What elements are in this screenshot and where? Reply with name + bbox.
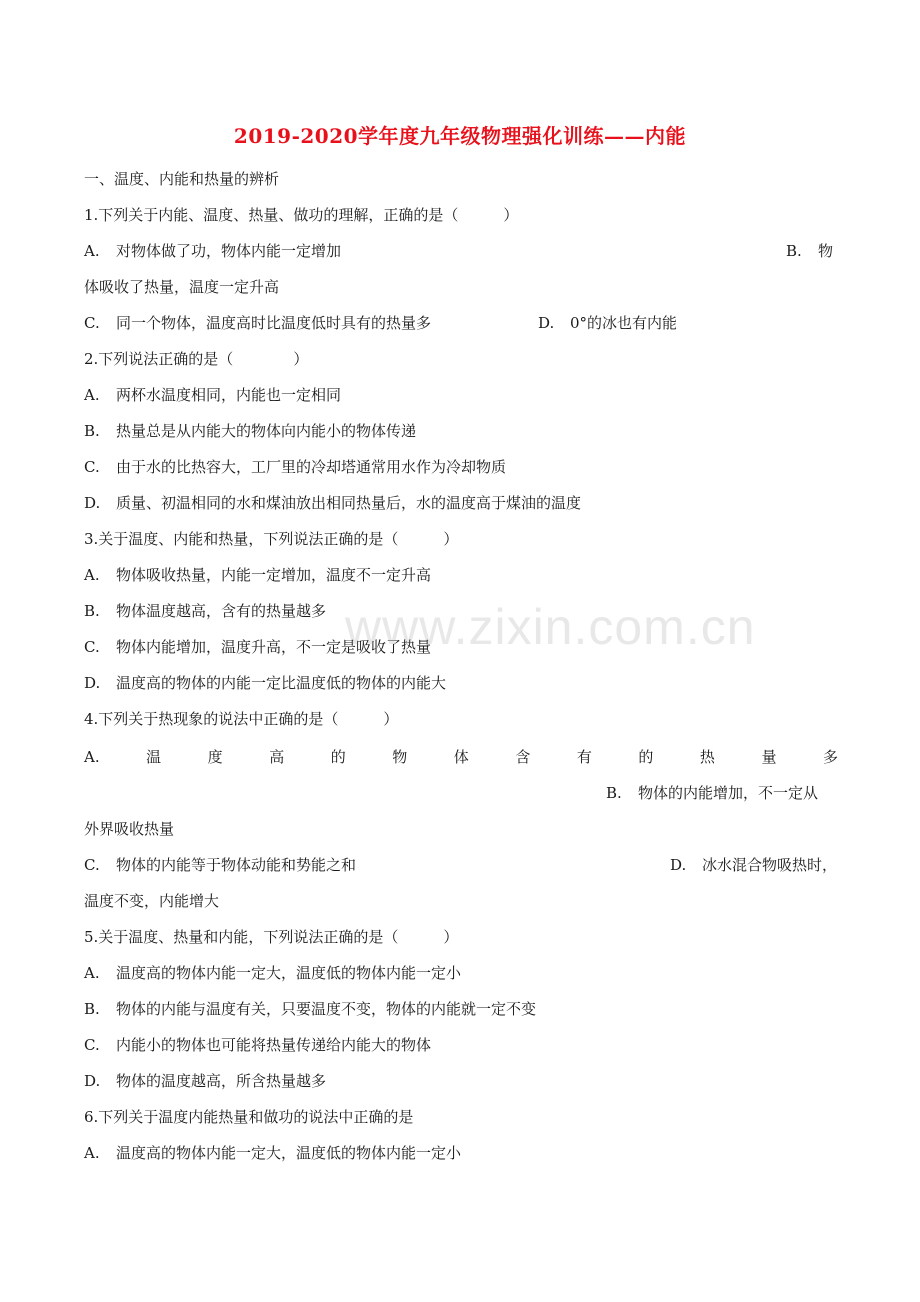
option-char: 有 (576, 748, 592, 766)
option-text: 热量总是从内能大的物体向内能小的物体传递 (116, 422, 417, 440)
question-2-option-a (84, 384, 341, 406)
question-5-option-a (84, 962, 461, 984)
option-text: 对物体做了功，物体内能一定增加 (116, 242, 342, 260)
option-label: D. (84, 674, 101, 692)
option-text: 内能小的物体也可能将热量传递给内能大的物体 (116, 1036, 432, 1054)
option-label: A. (84, 386, 100, 404)
option-text: 物体的内能等于物体动能和势能之和 (116, 856, 357, 874)
option-text: 冰水混合物吸热时， (702, 856, 838, 874)
option-text: 两杯水温度相同，内能也一定相同 (116, 386, 342, 404)
option-label: B. (606, 784, 622, 802)
option-text: 质量、初温相同的水和煤油放出相同热量后，水的温度高于煤油的温度 (116, 494, 582, 512)
section-heading: 一、温度、内能和热量的辨析 (84, 170, 280, 188)
question-1-option-d (538, 312, 677, 334)
option-text: 物体温度越高，含有的热量越多 (116, 602, 327, 620)
option-char: 度 (207, 748, 223, 766)
option-label: C. (84, 856, 100, 874)
option-text: 温度高的物体的内能一定比温度低的物体的内能大 (116, 674, 447, 692)
option-label: B. (84, 422, 100, 440)
option-label: C. (84, 458, 100, 476)
option-label: D. (84, 494, 101, 512)
question-3-option-b (84, 600, 326, 622)
question-5-option-d (84, 1070, 326, 1092)
option-char: 多 (822, 748, 838, 766)
option-label: D. (670, 856, 687, 874)
question-6-option-a (84, 1142, 461, 1164)
option-text: 0°的冰也有内能 (570, 314, 678, 332)
question-4-option-c (84, 854, 356, 876)
option-text: 物体吸收热量，内能一定增加，温度不一定升高 (116, 566, 432, 584)
question-4-option-d-continued: 温度不变，内能增大 (84, 892, 220, 910)
option-char: 热 (699, 748, 715, 766)
question-3-option-a (84, 564, 431, 586)
question-2-option-d (84, 492, 581, 514)
question-1-stem: 1.下列关于内能、温度、热量、做功的理解，正确的是（ ） (84, 206, 519, 224)
option-char: 物 (392, 748, 408, 766)
option-label: D. (84, 1072, 101, 1090)
question-3-option-d (84, 672, 446, 694)
option-char: 体 (453, 748, 469, 766)
option-text: 温度高的物体内能一定大，温度低的物体内能一定小 (116, 964, 462, 982)
question-3-stem: 3.关于温度、内能和热量，下列说法正确的是（ ） (84, 530, 459, 548)
option-label: A. (84, 964, 100, 982)
option-text: 物体内能增加，温度升高，不一定是吸收了热量 (116, 638, 432, 656)
question-1-option-c (84, 312, 431, 334)
option-text: 物 (818, 242, 834, 260)
watermark: www.zixin.com.cn (345, 599, 756, 655)
question-5-stem: 5.关于温度、热量和内能，下列说法正确的是（ ） (84, 928, 459, 946)
option-label: A. (84, 566, 100, 584)
question-4-option-d (670, 854, 837, 876)
question-4-option-b-continued: 外界吸收热量 (84, 820, 175, 838)
question-1-option-a (84, 240, 341, 262)
option-label: D. (538, 314, 555, 332)
question-2-stem: 2.下列说法正确的是（ ） (84, 350, 309, 368)
question-2-option-b (84, 420, 416, 442)
option-char: 含 (515, 748, 531, 766)
question-1-option-b (786, 240, 833, 262)
document-title: 2019-2020学年度九年级物理强化训练——内能 (233, 124, 687, 148)
option-text: 温度高的物体内能一定大，温度低的物体内能一定小 (116, 1144, 462, 1162)
option-label: A. (84, 1144, 100, 1162)
option-char: 的 (638, 748, 654, 766)
option-text: 由于水的比热容大，工厂里的冷却塔通常用水作为冷却物质 (116, 458, 507, 476)
option-label: C. (84, 1036, 100, 1054)
option-label: C. (84, 314, 100, 332)
option-char: 量 (761, 748, 777, 766)
option-text: 物体的内能与温度有关，只要温度不变，物体的内能就一定不变 (116, 1000, 537, 1018)
option-text: 物体的内能增加，不一定从 (638, 784, 819, 802)
question-1-option-b-continued: 体吸收了热量，温度一定升高 (84, 278, 280, 296)
option-label: A. (84, 242, 100, 260)
option-text: 同一个物体，温度高时比温度低时具有的热量多 (116, 314, 432, 332)
option-text: 物体的温度越高，所含热量越多 (116, 1072, 327, 1090)
question-4-option-a (84, 746, 838, 768)
question-5-option-c (84, 1034, 431, 1056)
option-label: C. (84, 638, 100, 656)
question-4-stem: 4.下列关于热现象的说法中正确的是（ ） (84, 710, 399, 728)
option-label: B. (786, 242, 802, 260)
question-4-option-b (606, 782, 818, 804)
option-char: 温 (146, 748, 162, 766)
question-5-option-b (84, 998, 536, 1020)
option-label: B. (84, 602, 100, 620)
question-6-stem: 6.下列关于温度内能热量和做功的说法中正确的是 (84, 1108, 414, 1126)
option-label: A. (84, 748, 100, 766)
option-label: B. (84, 1000, 100, 1018)
question-2-option-c (84, 456, 506, 478)
option-char: 的 (330, 748, 346, 766)
option-char: 高 (269, 748, 285, 766)
